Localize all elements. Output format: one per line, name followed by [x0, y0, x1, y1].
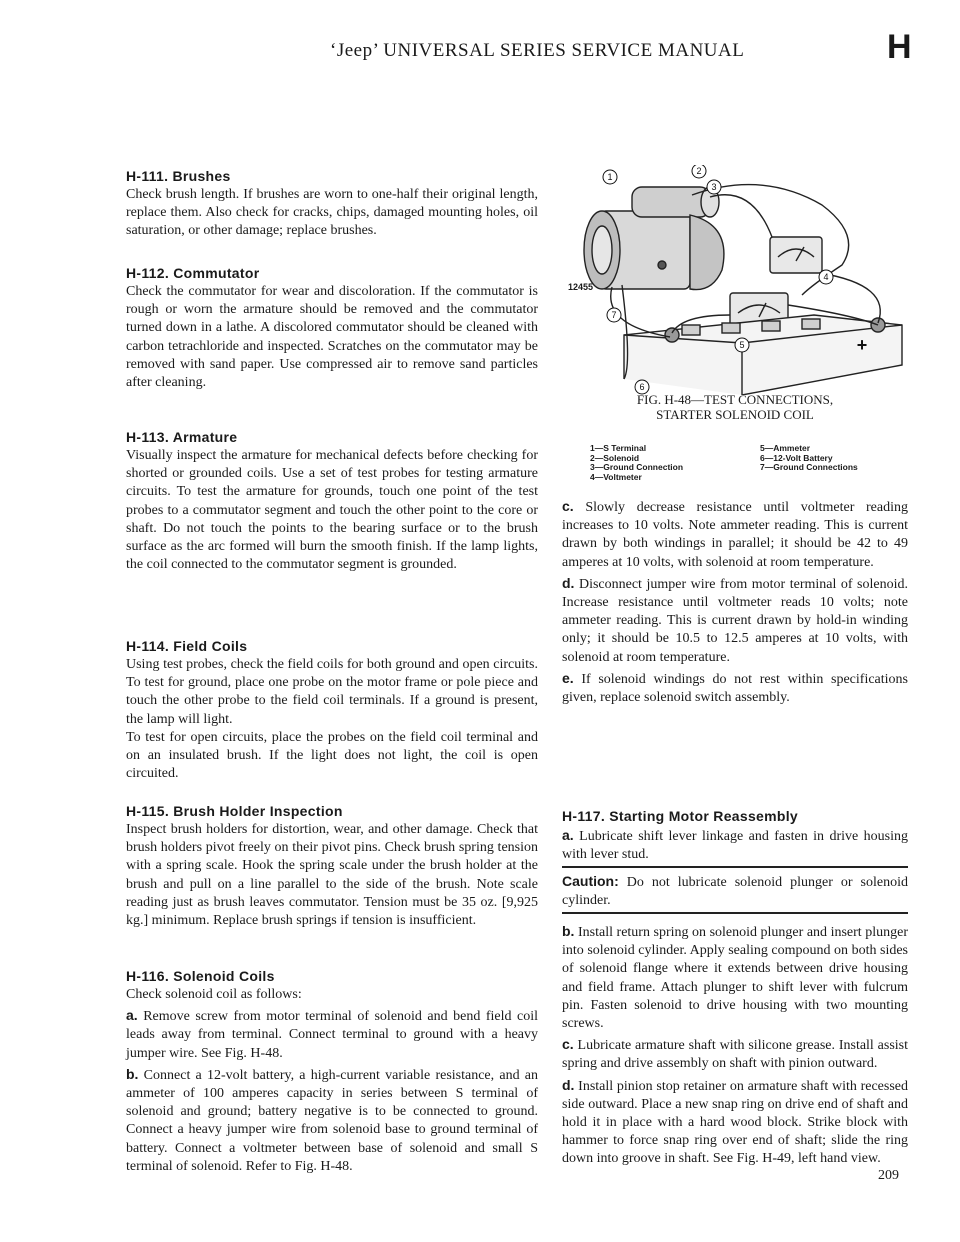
step-c	[562, 1035, 908, 1073]
callout-7	[607, 308, 621, 322]
figure-caption	[562, 392, 908, 422]
legend-item: 3—Ground Connection	[590, 462, 684, 472]
section-heading: H-112. Commutator	[126, 265, 260, 281]
section-heading: H-115. Brush Holder Inspection	[126, 803, 343, 819]
section-h111	[126, 168, 538, 241]
callout-2	[692, 165, 706, 178]
step-label: e.	[562, 669, 574, 686]
callout-5	[735, 338, 749, 352]
section-h112	[126, 265, 538, 392]
step-e	[562, 669, 908, 707]
section-text: Check brush length. If brushes are worn to one-half their original length, replace them. Also check for cracks, chips, damaged mounting holes, oil saturation, or other damage; replace brushes.	[126, 187, 538, 239]
section-text: To test for open circuits, place the probes on the field coil terminal and on an insulated brush. If the light does not light, the coil is open circuited.	[126, 729, 538, 782]
section-text: Using test probes, check the field coils for both ground and open circuits. To test for ground, place one probe on the motor frame or pole piece and touch the other probe to the field coil terminals. If a ground is present, the lamp will light.	[126, 657, 538, 727]
caution-text: Do not lubricate solenoid plunger or solenoid cylinder.	[562, 875, 908, 909]
section-text: Check the commutator for wear and discoloration. If the commutator is rough or worn the armature should be removed and the commutator turned down in a lathe. A discolored commutator should be cleaned with carbon tetrachloride and inspected. Scratches on the commutator may be removed with sand paper. Use compressed air to remove sand particles after cleaning.	[126, 284, 538, 391]
step-label: d.	[562, 1076, 575, 1093]
figure-number: 12455	[568, 282, 594, 292]
step-d	[562, 574, 908, 667]
callout-label: 6	[639, 382, 645, 392]
steps-c-to-e	[562, 497, 908, 707]
caution-rule-bottom	[562, 912, 908, 914]
step-c	[562, 497, 908, 572]
callout-1	[603, 170, 617, 184]
section-letter: H	[887, 28, 912, 66]
step-label: b.	[126, 1065, 139, 1082]
caution-note	[562, 872, 908, 910]
section-heading: H-117. Starting Motor Reassembly	[562, 808, 798, 824]
section-h114	[126, 638, 538, 783]
step-text: If solenoid windings do not rest within specifications given, replace solenoid switch assembly.	[562, 671, 908, 706]
test-connections-diagram	[562, 165, 908, 395]
callout-label: 3	[711, 182, 717, 192]
legend-item: 4—Voltmeter	[590, 471, 642, 482]
section-h116	[126, 968, 538, 1176]
section-intro: Check solenoid coil as follows:	[126, 987, 302, 1002]
callout-label: 2	[696, 166, 702, 176]
step-d	[562, 1076, 908, 1169]
manual-title: ‘Jeep’ UNIVERSAL SERIES SERVICE MANUAL	[330, 40, 745, 61]
step-text: Remove screw from motor terminal of solenoid and bend field coil leads away from terminal. Connect terminal to ground with a heavy jumper wire. See Fig. H-48.	[126, 1009, 539, 1061]
callout-3	[707, 180, 721, 194]
step-text: Install return spring on solenoid plunger and insert plunger into solenoid cylinder. Apply sealing compound on both sides of solenoid flange where it extends between drive housing and field frame. Attach plunger to shift lever with fulcrum pin. Fasten solenoid to drive housing with two mounting screws.	[562, 925, 909, 1032]
step-b	[562, 922, 908, 1033]
section-h115	[126, 803, 538, 930]
step-b	[126, 1065, 538, 1176]
callout-label: 7	[611, 310, 617, 320]
caption-line: STARTER SOLENOID COIL	[656, 407, 814, 422]
step-label: d.	[562, 574, 575, 591]
section-heading: H-111. Brushes	[126, 168, 231, 184]
legend-item: 6—12-Volt Battery	[760, 452, 833, 463]
legend-item: 1—S Terminal	[590, 443, 647, 453]
section-h117	[562, 808, 908, 864]
caution-label: Caution:	[562, 873, 619, 889]
legend-item: 5—Ammeter	[760, 443, 811, 453]
step-a	[126, 1006, 538, 1063]
section-text: Visually inspect the armature for mechanical defects before checking for shorted or grounded coils. Use a set of test probes for testing armature circuits. To test the armature for grounds, touch one point of the test probes to a commutator segment and touch the other point to the core or shaft. Do not touch the points to the bearing surface or to the brush surface as the arc formed will burn the smooth finish. If the lamp lights, the coil connected to the commutator segment is grounded.	[126, 448, 538, 573]
caution-rule-top	[562, 866, 908, 868]
page-header	[0, 0, 960, 70]
figure-legend-left	[590, 444, 683, 482]
legend-item: 2—Solenoid	[590, 452, 640, 463]
battery-icon	[624, 315, 902, 395]
callout-label: 4	[823, 272, 829, 282]
steps-b-to-d	[562, 922, 908, 1169]
caption-line: FIG. H-48—TEST CONNECTIONS,	[636, 392, 834, 407]
section-text: Inspect brush holders for distortion, wear, and other damage. Check that brush holders pivot freely on their pivot pins. Check brush spring tension with a spring scale. Hook the spring scale under the brush holder at the brush and pull on a line parallel to the side of the brush. Note scale reading just as brush leaves commutator. Tension must be 35 oz. [9,925 kg.] minimum. Replace brush springs if tension is insufficient.	[126, 822, 538, 929]
step-label: a.	[562, 827, 574, 843]
step-a	[562, 826, 908, 864]
solenoid	[632, 187, 710, 217]
step-text: Disconnect jumper wire from motor terminal of solenoid. Increase resistance until voltmeter reads 10 volts; note ammeter reading. This is current drawn by hold-in winding only; it should be 10.5 to 12.5 amperes at 10 volts, with solenoid at room temperature.	[562, 576, 908, 665]
callout-4	[819, 270, 833, 284]
voltmeter-icon	[770, 237, 822, 273]
figure-legend-right	[760, 444, 858, 473]
callout-label: 1	[607, 172, 613, 182]
figure-h48-illustration	[562, 165, 908, 395]
section-h113	[126, 429, 538, 574]
step-label: c.	[562, 498, 574, 514]
step-text: Slowly decrease resistance until voltmeter reading increases to 10 volts. Note ammeter reading. This is current drawn by both windings in parallel; it should be 42 to 49 amperes at 10 volts, with solenoid at room temperature.	[562, 500, 908, 570]
step-text: Lubricate armature shaft with silicone grease. Install assist spring and drive assembly on shaft with pinion outward.	[562, 1038, 908, 1072]
step-label: c.	[562, 1036, 574, 1053]
step-label: b.	[562, 923, 575, 939]
step-label: a.	[126, 1007, 138, 1024]
section-heading: H-116. Solenoid Coils	[126, 968, 275, 984]
page-number: 209	[878, 1168, 899, 1183]
callout-label: 5	[739, 340, 745, 350]
positive-terminal-sign: +	[856, 335, 868, 355]
step-text: Connect a 12-volt battery, a high-current variable resistance, and an ammeter of 100 amperes capacity in series between S terminal of solenoid and ground; battery negative is to be connected to ground. Connect a heavy jumper wire from solenoid base to ground terminal of battery. Connect a voltmeter between base of solenoid and small S terminal of solenoid. Refer to Fig. H-48.	[126, 1067, 538, 1174]
step-text: Lubricate shift lever linkage and fasten in drive housing with lever stud.	[562, 829, 909, 863]
section-heading: H-114. Field Coils	[126, 638, 248, 654]
legend-item: 7—Ground Connections	[760, 462, 858, 472]
step-text: Install pinion stop retainer on armature shaft with recessed side outward. Place a new snap ring on drive end of shaft and hold it in place with a hard wood block. Strike block with hammer to force snap ring over end of shaft; slide the ring down into groove in shaft. See Fig. H-49, left hand view.	[562, 1078, 908, 1167]
section-heading: H-113. Armature	[126, 429, 238, 445]
